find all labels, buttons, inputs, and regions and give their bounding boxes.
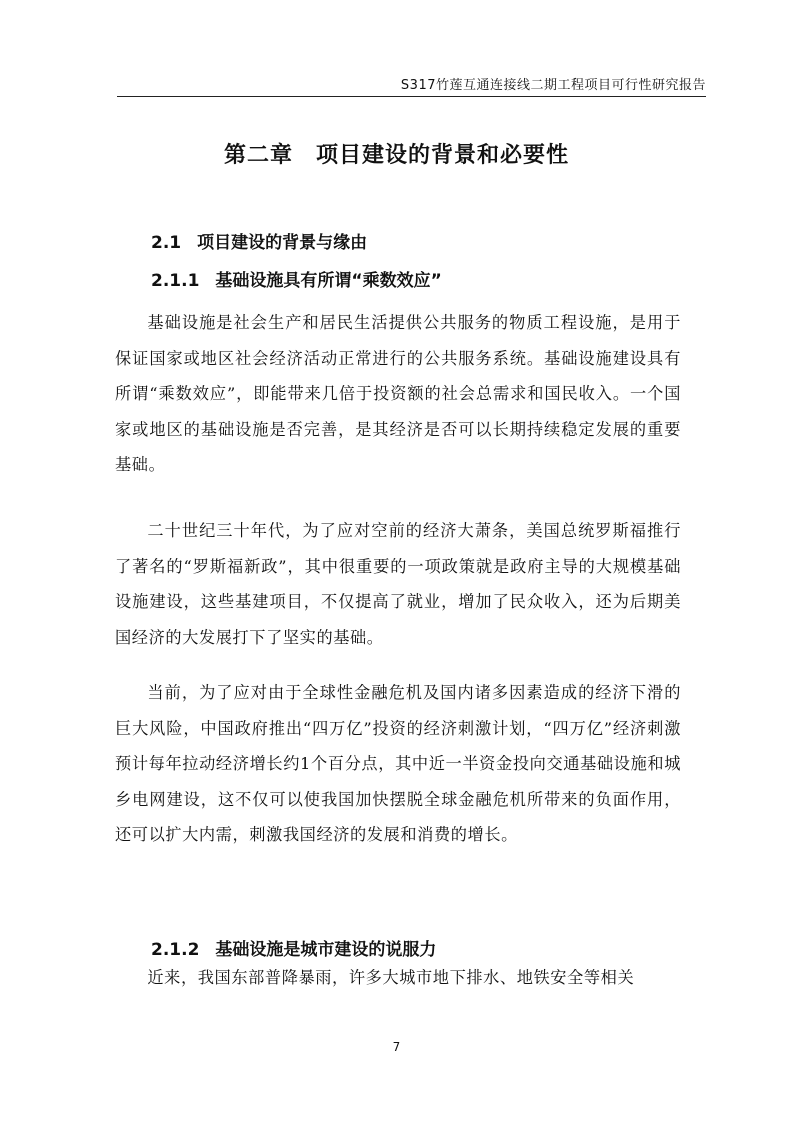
page-header xyxy=(117,70,706,97)
paragraph-3: 当前，为了应对由于全球性金融危机及国内诸多因素造成的经济下滑的巨大风险，中国政府推出“四万亿”投资的经济刺激计划，“四万亿”经济刺激预计每年拉动经济增长约1个百分点，其中近一半资金投向交通基础设施和城乡电网建设，这不仅可以使我国加快摆脱全球金融危机所带来的负面作用，还可以扩大内需，刺激我国经济的发展和消费的增长。 xyxy=(115,683,681,844)
section-number: 2.1 xyxy=(151,233,182,253)
subsection-heading-2-1-1 xyxy=(151,266,442,291)
subsection-number: 2.1.1 xyxy=(151,271,200,291)
header-title: S317竹莲互通连接线二期工程项目可行性研究报告 xyxy=(400,78,706,93)
subsection-title: 基础设施是城市建设的说服力 xyxy=(215,940,437,960)
page-number: 7 xyxy=(392,1040,401,1054)
paragraph-4: 近来，我国东部普降暴雨，许多大城市地下排水、地铁安全等相关 xyxy=(147,968,635,987)
chapter-title: 第二章 项目建设的背景和必要性 xyxy=(223,143,569,168)
subsection-heading-2-1-2 xyxy=(151,935,436,960)
paragraph-2: 二十世纪三十年代，为了应对空前的经济大萧条，美国总统罗斯福推行了著名的“罗斯福新政”，其中很重要的一项政策就是政府主导的大规模基础设施建设，这些基建项目，不仅提高了就业，增加了民众收入，还为后期美国经济的大发展打下了坚实的基础。 xyxy=(115,521,681,647)
section-title: 项目建设的背景与缘由 xyxy=(197,233,368,253)
section-heading-2-1 xyxy=(151,228,367,253)
paragraph-1: 基础设施是社会生产和居民生活提供公共服务的物质工程设施，是用于保证国家或地区社会经济活动正常进行的公共服务系统。基础设施建设具有所谓“乘数效应”，即能带来几倍于投资额的社会总需求和国民收入。一个国家或地区的基础设施是否完善，是其经济是否可以长期持续稳定发展的重要基础。 xyxy=(115,313,681,474)
subsection-title: 基础设施具有所谓“乘数效应” xyxy=(215,271,442,291)
subsection-number: 2.1.2 xyxy=(151,940,200,960)
